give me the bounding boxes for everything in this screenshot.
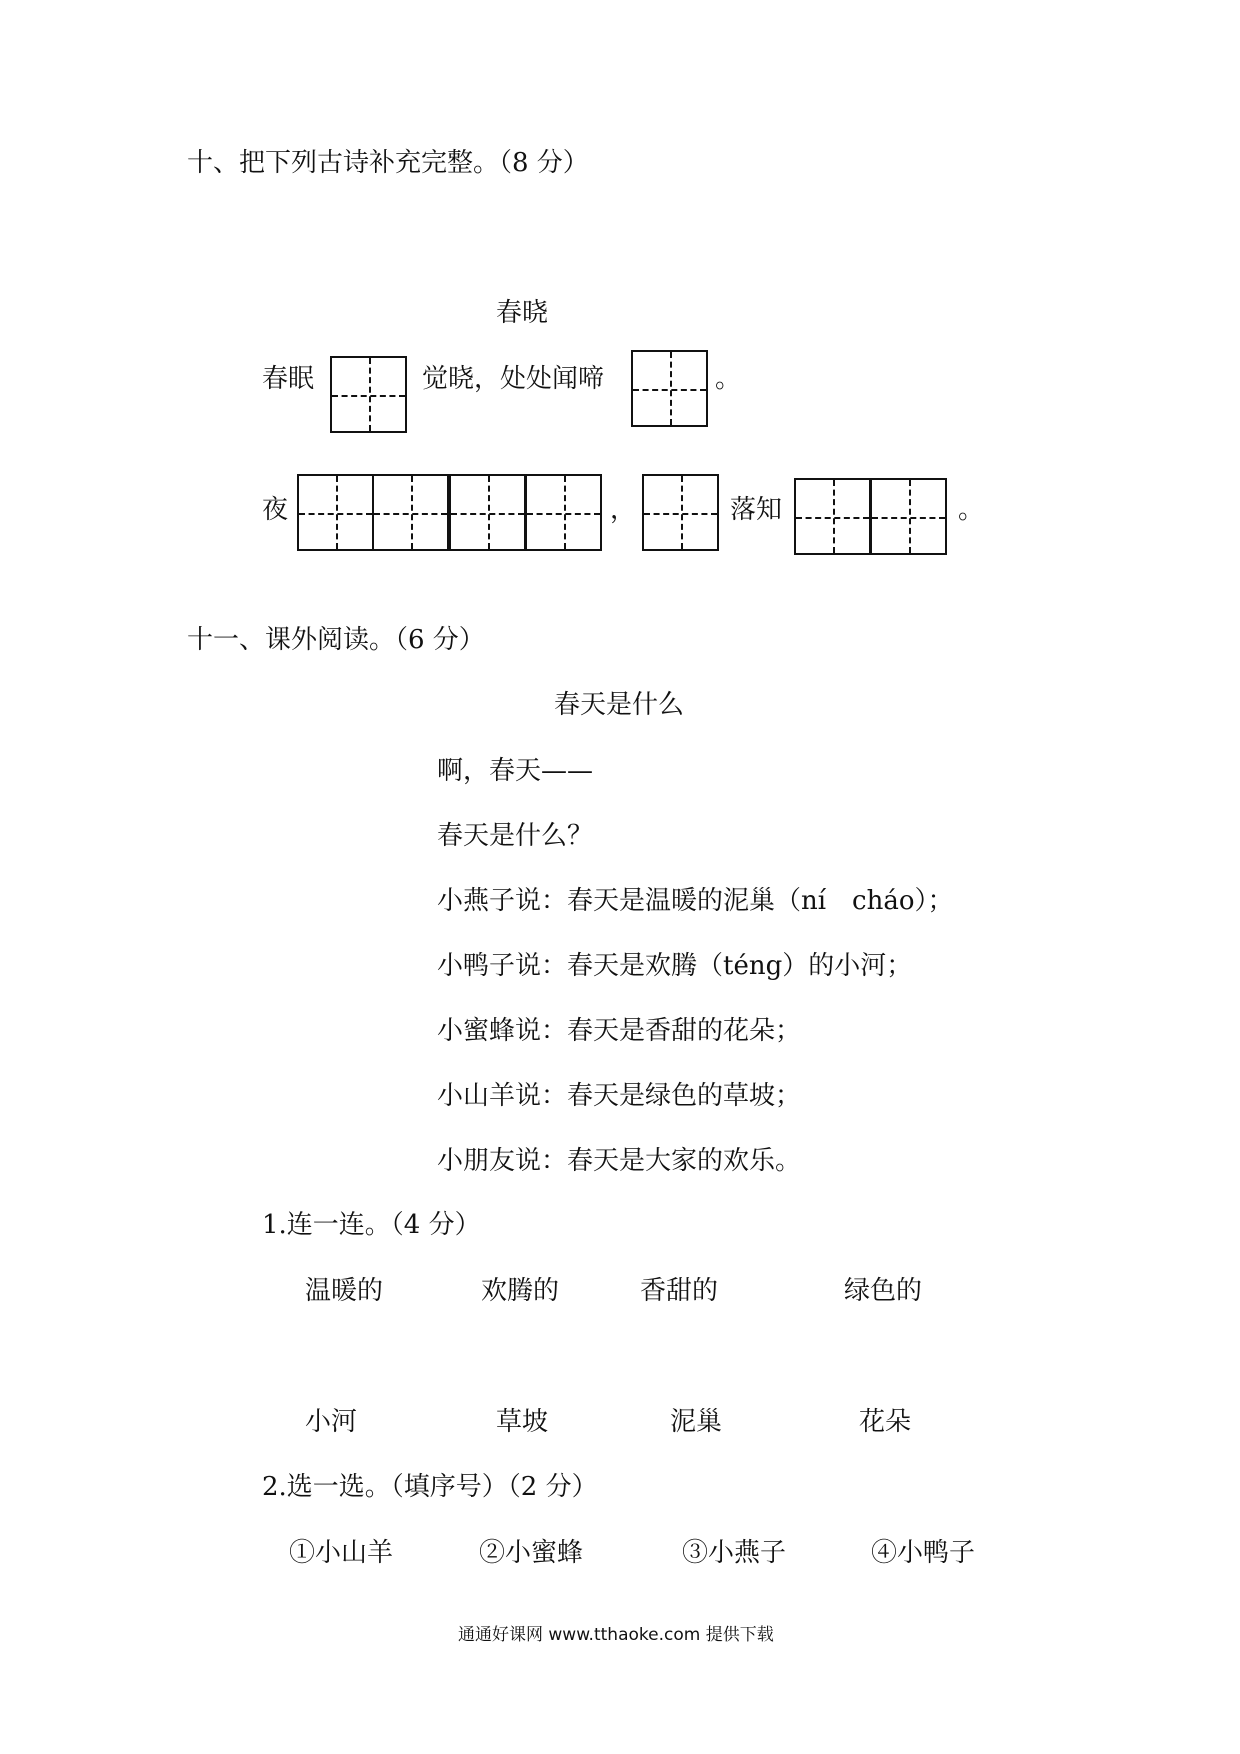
match-top-word[interactable]: 温暖的 <box>305 1276 384 1306</box>
match-bottom-word[interactable]: 花朵 <box>859 1407 912 1437</box>
passage-line: 小朋友说：春天是大家的欢乐。 <box>437 1146 802 1176</box>
section11-heading: 十一、课外阅读。（6 分） <box>187 625 485 655</box>
q2-label: 2.选一选。（填序号）（2 分） <box>262 1472 598 1502</box>
match-bottom-word[interactable]: 泥巢 <box>670 1407 723 1437</box>
choice-option[interactable]: ④小鸭子 <box>871 1538 976 1568</box>
answer-box[interactable] <box>297 474 374 551</box>
answer-box[interactable] <box>870 478 947 555</box>
match-bottom-word[interactable]: 草坡 <box>496 1407 549 1437</box>
choice-option[interactable]: ③小燕子 <box>682 1538 787 1568</box>
passage-line: 啊，春天—— <box>437 756 594 786</box>
answer-box[interactable] <box>642 474 719 551</box>
passage-line: 小蜜蜂说：春天是香甜的花朵； <box>437 1016 802 1046</box>
passage-title: 春天是什么 <box>554 690 685 720</box>
answer-box[interactable] <box>330 356 407 433</box>
choice-option[interactable]: ②小蜜蜂 <box>479 1538 584 1568</box>
poem-line2-comma: ， <box>610 495 637 525</box>
passage-line: 春天是什么？ <box>437 821 594 851</box>
passage-line: 小鸭子说：春天是欢腾（téng）的小河； <box>437 951 913 981</box>
answer-box[interactable] <box>631 350 708 427</box>
answer-box[interactable] <box>372 474 449 551</box>
match-bottom-word[interactable]: 小河 <box>305 1407 358 1437</box>
poem-line2-part2: 落知 <box>730 495 783 525</box>
poem-line2-part1: 夜 <box>262 495 289 525</box>
match-top-word[interactable]: 绿色的 <box>844 1276 923 1306</box>
q1-label: 1.连一连。（4 分） <box>262 1210 481 1240</box>
poem-line2-end: 。 <box>958 495 985 525</box>
passage-line: 小燕子说：春天是温暖的泥巢（ní cháo）； <box>437 886 954 916</box>
poem-title: 春晓 <box>496 298 549 328</box>
answer-box[interactable] <box>794 478 871 555</box>
section10-heading: 十、把下列古诗补充完整。（8 分） <box>187 148 589 178</box>
poem-line1-part1: 春眠 <box>262 364 315 394</box>
passage-line: 小山羊说：春天是绿色的草坡； <box>437 1081 802 1111</box>
choice-option[interactable]: ①小山羊 <box>289 1538 394 1568</box>
answer-box[interactable] <box>525 474 602 551</box>
footer-text: 通通好课网 www.tthaoke.com 提供下载 <box>458 1625 774 1645</box>
poem-line1-end: 。 <box>715 364 742 394</box>
poem-line1-part2: 觉晓，处处闻啼 <box>422 364 605 394</box>
match-top-word[interactable]: 欢腾的 <box>481 1276 560 1306</box>
match-top-word[interactable]: 香甜的 <box>640 1276 719 1306</box>
answer-box[interactable] <box>449 474 526 551</box>
